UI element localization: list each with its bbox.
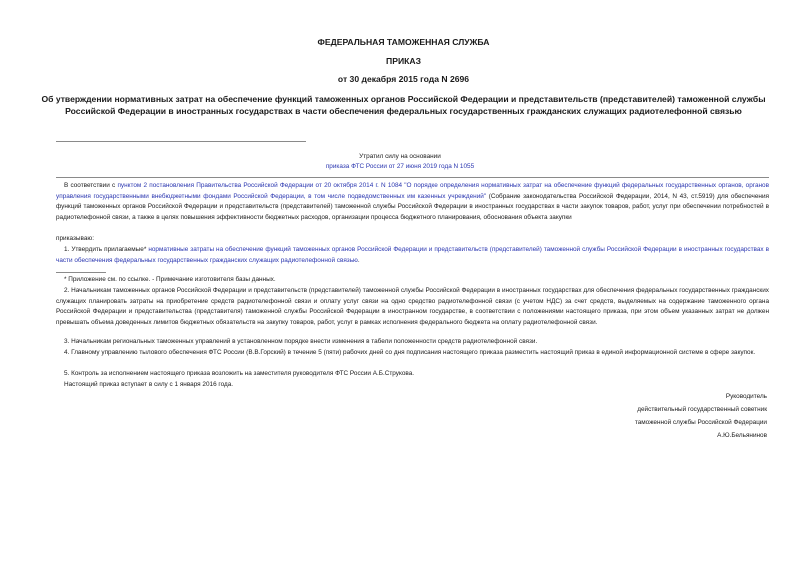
item-2-paragraph: 2. Начальникам таможенных органов Российской Федерации и представительств (представителей) таможенной службы Российской Федерации в иностранных государствах для обеспечения федеральных государственных гражданских служащих планировать затраты на приобретение средств радиотелефонной связи и оплату услуг связи на одно средство радиотелефонной связи (с учетом НДС) за счет средств, выделяемых на содержание таможенного органа Российской Федерации и представительства (представителя) таможенной службы Российской Федерации в иностранном государстве, в соответствии с положениями настоящего приказа, при этом объем указанных затрат не должен превышать объема доведенных лимитов бюджетных обязательств на закупку товаров, работ, услуг в рамках исполнения федерального бюджета на оплату радиотелефонной связи. bbox=[56, 287, 769, 326]
repeal-divider bbox=[56, 177, 769, 178]
document-type: ПРИКАЗ bbox=[386, 56, 421, 66]
preamble-text-end: (Собрание законодательства Российской Федерации, 2014, N 43, ст.5919) для обеспечения функций таможенных органов Российской Федерации и представительств (представителей) таможенной службы Российской Федерации в иностранных государствах в части закупок товаров, работ, услуг при обеспечении потребностей в радиотелефонной связи, а также в целях повышения эффективности бюджетных расходов, организации процесса бюджетного планирования, обоснования объекта закупки bbox=[56, 192, 769, 221]
repeal-order-link[interactable]: приказа ФТС России от 27 июня 2019 года N 1055 bbox=[325, 163, 475, 170]
item-1-text-end: . bbox=[357, 256, 360, 264]
footnote: * Приложение см. по ссылке. - Примечание изготовителя базы данных. bbox=[64, 276, 276, 283]
preamble-paragraph bbox=[56, 181, 769, 223]
header-divider bbox=[56, 141, 306, 142]
normative-costs-link[interactable]: нормативные затраты на обеспечение функций таможенных органов Российской Федерации и представительств (представителей) таможенной службы Российской Федерации в иностранных государствах в части обеспечения федеральных государственных гражданских служащих радиотелефонной связью bbox=[56, 246, 769, 264]
item-5-paragraph: 5. Контроль за исполнением настоящего приказа возложить на заместителя руководителя ФТС России А.Б.Струкова. bbox=[64, 370, 415, 377]
order-word: приказываю: bbox=[56, 235, 94, 242]
signature-rank-line-1: действительный государственный советник bbox=[637, 406, 767, 413]
repeal-note-text: Утратил силу на основании bbox=[359, 153, 441, 160]
item-1-paragraph bbox=[56, 245, 769, 266]
repeal-note bbox=[290, 152, 510, 172]
government-decree-link[interactable]: пунктом 2 постановления Правительства Российской Федерации от 20 октября 2014 г. N 1084 "О порядке определения нормативных затрат на обеспечение функций федеральных государственных органов, органов управления государственными внебюджетными фондами Российской Федерации, в том числе подведомственных им казенных учреждений" bbox=[56, 182, 769, 200]
document-date-number: от 30 декабря 2015 года N 2696 bbox=[337, 74, 470, 84]
item-3-paragraph: 3. Начальникам региональных таможенных управлений в установленном порядке внести изменения в табели положенности средств радиотелефонной связи. bbox=[64, 338, 538, 345]
signature-role: Руководитель bbox=[725, 393, 767, 400]
preamble-text-start: В соответствии с bbox=[64, 182, 118, 189]
item-4-paragraph: 4. Главному управлению тылового обеспечения ФТС России (В.В.Горский) в течение 5 (пяти) рабочих дней со дня подписания настоящего приказа разместить настоящий приказ в единой информационной системе в сфере закупок. bbox=[64, 349, 756, 356]
signature-name: А.Ю.Бельянинов bbox=[717, 432, 767, 439]
signature-block bbox=[635, 390, 767, 442]
signature-rank-line-2: таможенной службы Российской Федерации bbox=[634, 419, 767, 426]
agency-name: ФЕДЕРАЛЬНАЯ ТАМОЖЕННАЯ СЛУЖБА bbox=[317, 37, 490, 47]
effective-date-paragraph: Настоящий приказ вступает в силу с 1 января 2016 года. bbox=[64, 381, 234, 388]
document-title: Об утверждении нормативных затрат на обеспечение функций таможенных органов Российской Федерации и представительств (представителей) таможенной службы Российской Федерации в иностранных государствах в части обеспечения федеральных государственных гражданских служащих радиотелефонной связью bbox=[41, 94, 766, 116]
footnote-divider bbox=[56, 272, 106, 273]
item-1-text-start: 1. Утвердить прилагаемые* bbox=[64, 246, 149, 253]
